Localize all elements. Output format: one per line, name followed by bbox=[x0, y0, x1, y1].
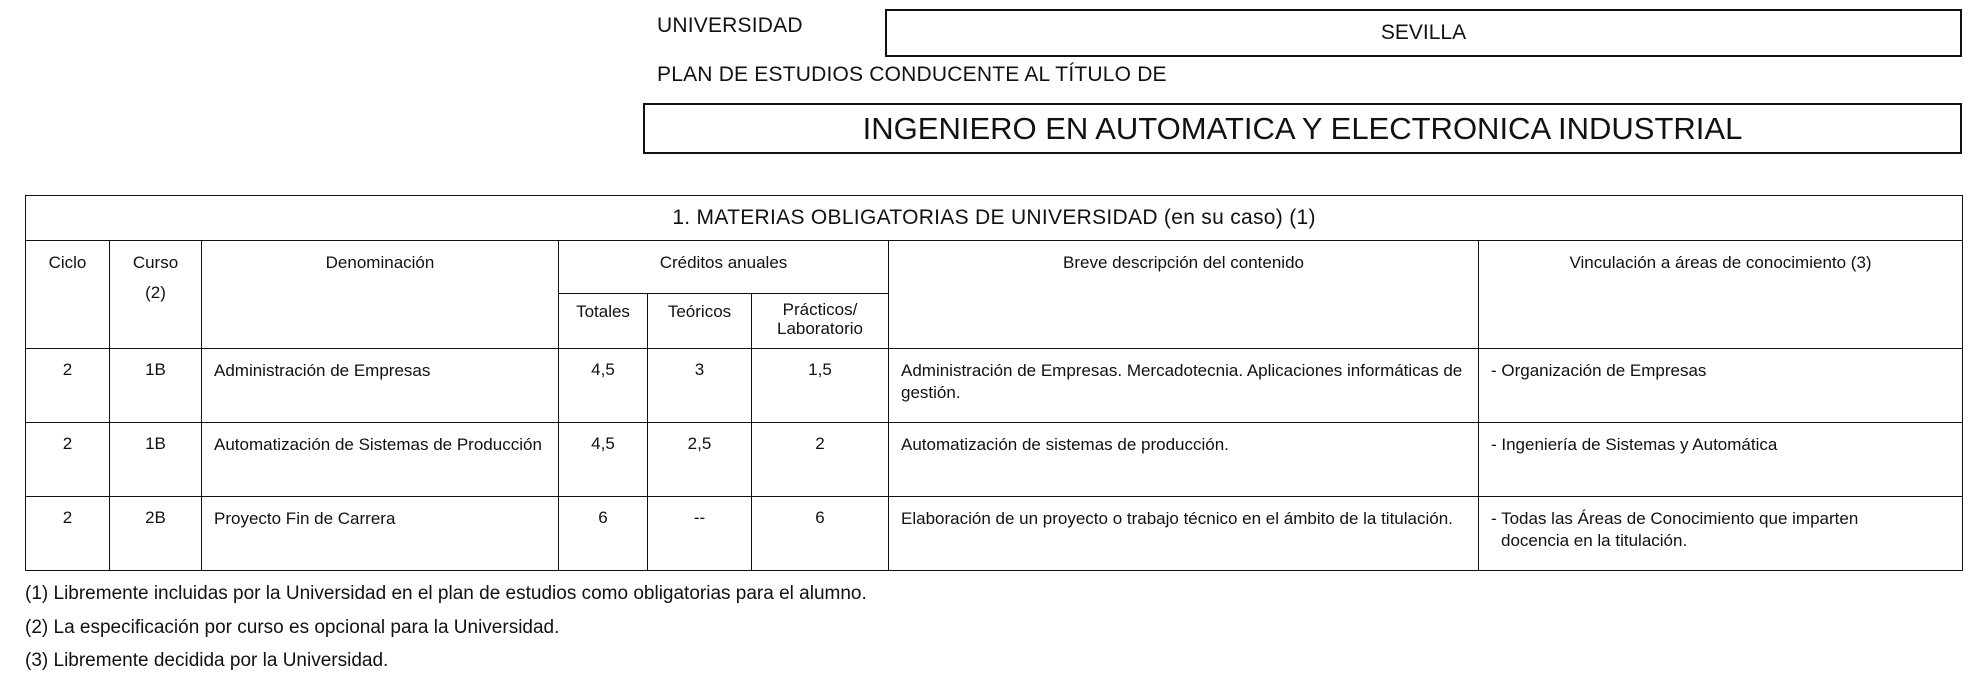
table-row bbox=[26, 497, 1963, 571]
cell-vinculacion bbox=[1479, 423, 1963, 497]
cell-practicos: 6 bbox=[752, 497, 889, 571]
col-header-curso-note: (2) bbox=[145, 283, 166, 302]
plan-label: PLAN DE ESTUDIOS CONDUCENTE AL TÍTULO DE bbox=[657, 63, 1167, 86]
cell-ciclo: 2 bbox=[26, 349, 110, 423]
cell-descripcion: Automatización de sistemas de producción. bbox=[889, 423, 1479, 497]
cell-practicos: 1,5 bbox=[752, 349, 889, 423]
col-header-creditos: Créditos anuales bbox=[559, 241, 889, 294]
cell-teoricos: 2,5 bbox=[648, 423, 752, 497]
cell-teoricos: 3 bbox=[648, 349, 752, 423]
col-header-denominacion: Denominación bbox=[202, 241, 559, 349]
col-header-teoricos: Teóricos bbox=[648, 294, 752, 349]
cell-curso: 1B bbox=[110, 423, 202, 497]
cell-teoricos: -- bbox=[648, 497, 752, 571]
col-header-descripcion: Breve descripción del contenido bbox=[889, 241, 1479, 349]
cell-vinculacion bbox=[1479, 349, 1963, 423]
universidad-value bbox=[885, 9, 1962, 57]
cell-curso: 2B bbox=[110, 497, 202, 571]
cell-descripcion: Administración de Empresas. Mercadotecnia. Aplicaciones informáticas de gestión. bbox=[889, 349, 1479, 423]
table-row bbox=[26, 423, 1963, 497]
col-header-practicos bbox=[752, 294, 889, 349]
cell-curso: 1B bbox=[110, 349, 202, 423]
footnote-1: (1) Libremente incluidas por la Universidad en el plan de estudios como obligatorias para el alumno. bbox=[25, 583, 867, 604]
cell-vinculacion-text: - Ingeniería de Sistemas y Automática bbox=[1491, 435, 1778, 454]
col-header-curso-text: Curso bbox=[132, 253, 179, 272]
cell-denominacion: Automatización de Sistemas de Producción bbox=[202, 423, 559, 497]
universidad-value-text: SEVILLA bbox=[1380, 21, 1467, 44]
cell-totales: 4,5 bbox=[559, 423, 648, 497]
footnote-3: (3) Libremente decidida por la Universidad. bbox=[25, 650, 389, 671]
cell-practicos: 2 bbox=[752, 423, 889, 497]
cell-vinculacion-text: - Organización de Empresas bbox=[1491, 361, 1707, 380]
col-header-vinculacion: Vinculación a áreas de conocimiento (3) bbox=[1479, 241, 1963, 349]
col-header-practicos-line2: Laboratorio bbox=[776, 319, 863, 338]
col-header-totales: Totales bbox=[559, 294, 648, 349]
cell-totales: 4,5 bbox=[559, 349, 648, 423]
col-header-practicos-line1: Prácticos/ bbox=[782, 300, 858, 319]
footnote-2: (2) La especificación por curso es opcional para la Universidad. bbox=[25, 617, 560, 638]
col-header-ciclo: Ciclo bbox=[26, 241, 110, 349]
titulo-box bbox=[643, 103, 1962, 154]
cell-denominacion: Proyecto Fin de Carrera bbox=[202, 497, 559, 571]
cell-totales: 6 bbox=[559, 497, 648, 571]
cell-descripcion: Elaboración de un proyecto o trabajo técnico en el ámbito de la titulación. bbox=[889, 497, 1479, 571]
cell-vinculacion bbox=[1479, 497, 1963, 571]
cell-ciclo: 2 bbox=[26, 497, 110, 571]
universidad-label: UNIVERSIDAD bbox=[657, 14, 803, 37]
cell-ciclo: 2 bbox=[26, 423, 110, 497]
cell-vinculacion-text: - Todas las Áreas de Conocimiento que imparten bbox=[1491, 509, 1859, 528]
materias-table bbox=[25, 195, 1963, 571]
titulo-value: INGENIERO EN AUTOMATICA Y ELECTRONICA INDUSTRIAL bbox=[862, 110, 1743, 146]
table-row bbox=[26, 349, 1963, 423]
table-title: 1. MATERIAS OBLIGATORIAS DE UNIVERSIDAD (en su caso) (1) bbox=[26, 196, 1963, 241]
col-header-curso bbox=[110, 241, 202, 349]
cell-denominacion: Administración de Empresas bbox=[202, 349, 559, 423]
cell-vinculacion-text-2: docencia en la titulación. bbox=[1501, 531, 1688, 550]
